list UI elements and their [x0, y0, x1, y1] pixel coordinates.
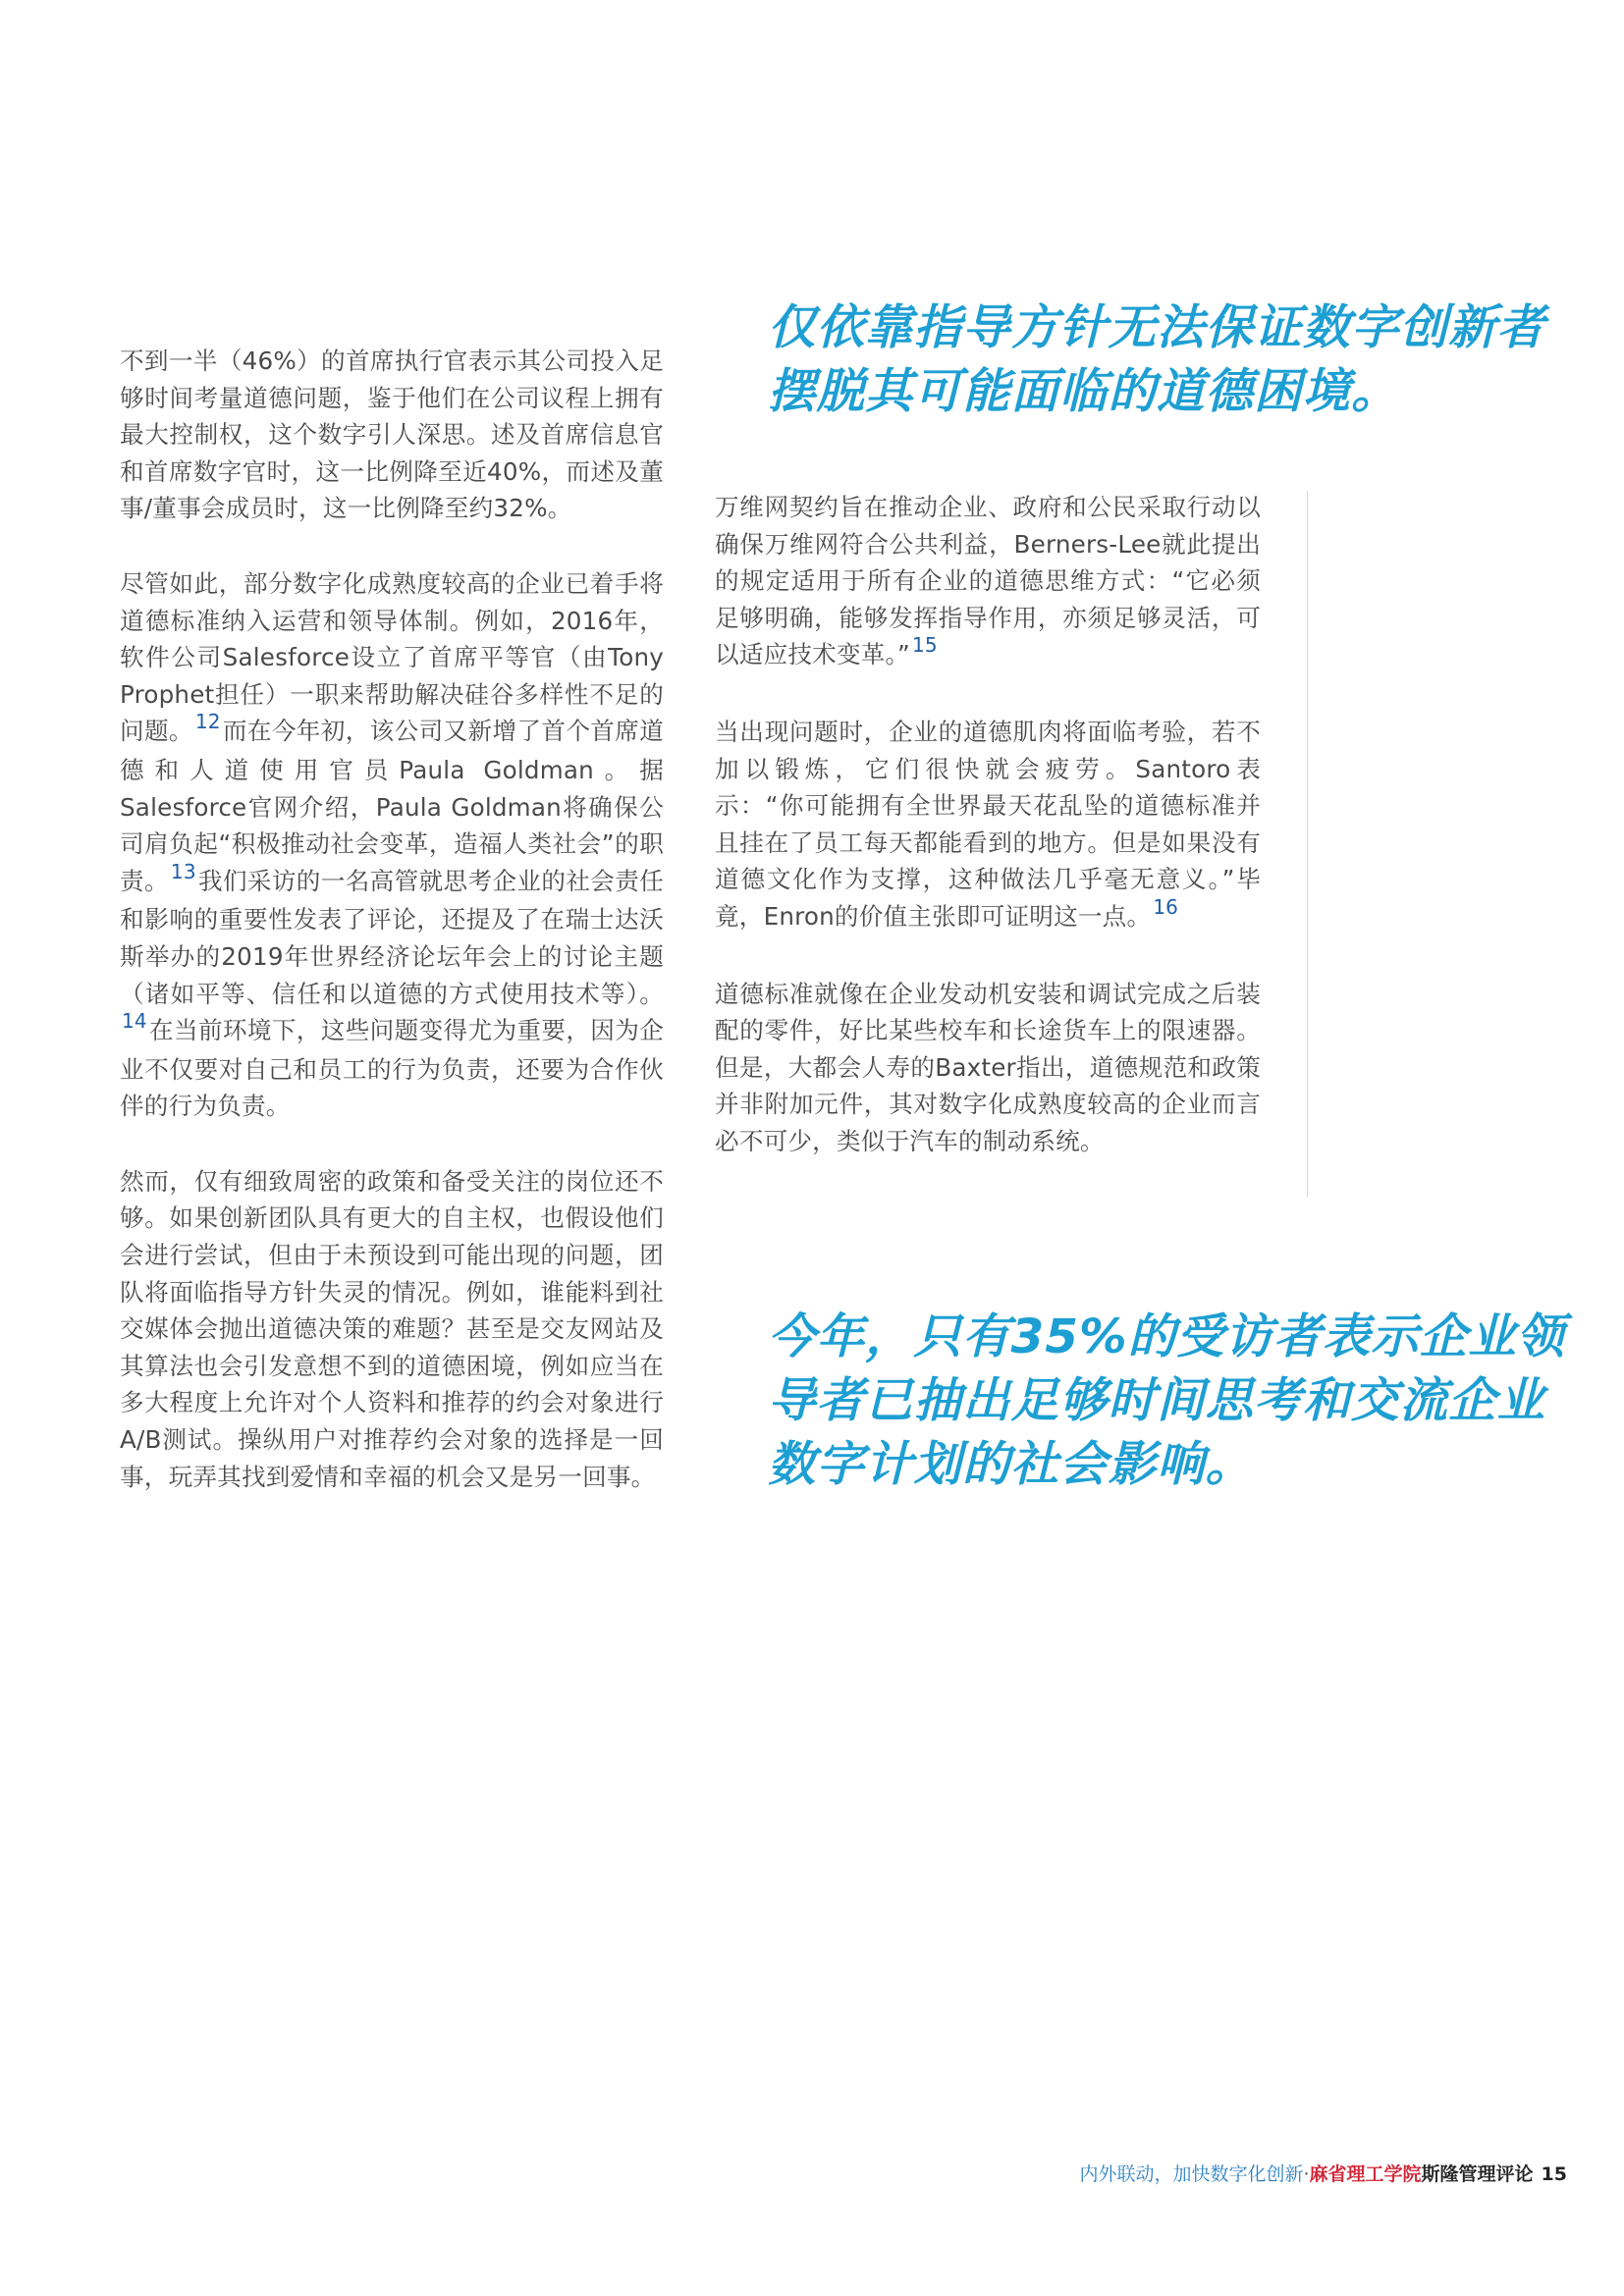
paragraph-autonomy: 然而，仅有细致周密的政策和备受关注的岗位还不够。如果创新团队具有更大的自主权，也假设他们会进行尝试，但由于未预设到可能出现的问题，团队将面临指导方针失灵的情况。例如，谁能料到社交媒体会抛出道德决策的难题？甚至是交友网站及其算法也会引发意想不到的道德困境，例如应当在多大程度上允许对个人资料和推荐的约会对象进行A/B测试。操纵用户对推荐约会对象的选择是一回事，玩弄其找到爱情和幸福的机会又是另一回事。 [120, 1166, 664, 1491]
left-text-column [120, 343, 664, 1533]
right-text-column [715, 489, 1261, 1199]
pull-quote-guidelines: 仅依靠指导方针无法保证数字创新者摆脱其可能面临的道德困境。 [768, 300, 1546, 419]
text-segment: 尽管如此，部分数字化成熟度较高的企业已着手将道德标准纳入运营和领导体制。例如，2016年，软件公司Salesforce设立了首席平等官（由Tony Prophet担任）一职来帮助解决硅谷多样性不足的问题。 [120, 568, 664, 746]
paragraph-speed-limiter: 道德标准就像在企业发动机安装和调试完成之后装配的零件，好比某些校车和长途货车上的限速器。但是，大都会人寿的Baxter指出，道德规范和政策并非附加元件，其对数字化成熟度较高的企业而言必不可少，类似于汽车的制动系统。 [715, 979, 1261, 1155]
text-segment: 当出现问题时，企业的道德肌肉将面临考验，若不加以锻炼，它们很快就会疲劳。Santoro表示：“你可能拥有全世界最天花乱坠的道德标准并且挂在了员工每天都能看到的地方。但是如果没有道德文化作为支撑，这种做法几乎毫无意义。”毕竟，Enron的价值主张即可证明这一点。 [715, 717, 1261, 931]
paragraph-web-contract [715, 489, 1261, 675]
footnote-ref-12: 12 [194, 710, 221, 734]
footnote-ref-16: 16 [1153, 894, 1179, 919]
footnote-ref-13: 13 [170, 859, 196, 883]
paragraph-ethics-muscle [715, 714, 1261, 937]
paragraph-salesforce [120, 565, 664, 1125]
page-number: 15 [1541, 2163, 1567, 2185]
page-footer [1079, 2160, 1567, 2186]
footer-mit-label: 麻省理工学院 [1309, 2163, 1422, 2185]
footnote-ref-15: 15 [912, 633, 938, 658]
text-segment: 万维网契约旨在推动企业、政府和公民采取行动以确保万维网符合公共利益，Berners-Lee就此提出的规定适用于所有企业的道德思维方式：“它必须足够明确，能够发挥指导作用，亦须足够灵活，可以适应技术变革。” [715, 493, 1261, 669]
text-segment: 在当前环境下，这些问题变得尤为重要，因为企业不仅要对自己和员工的行为负责，还要为合作伙伴的行为负责。 [120, 1016, 664, 1121]
text-segment: 而在今年初，该公司又新增了首个首席道德和人道使用官员Paula Goldman。据Salesforce官网介绍，Paula Goldman将确保公司肩负起“积极推动社会变革，造福人类社会”的职责。 [120, 717, 664, 895]
pull-quote-statistic: 今年，只有35%的受访者表示企业领导者已抽出足够时间思考和交流企业数字计划的社会影响。 [768, 1309, 1566, 1492]
footnote-ref-14: 14 [122, 1009, 147, 1034]
footer-review-label: 斯隆管理评论 [1421, 2163, 1534, 2185]
footer-separator: · [1303, 2163, 1310, 2185]
text-segment: 我们采访的一名高管就思考企业的社会责任和影响的重要性发表了评论，还提及了在瑞士达沃斯举办的2019年世界经济论坛年会上的讨论主题（诸如平等、信任和以道德的方式使用技术等）。 [120, 866, 664, 1008]
footer-series-title: 内外联动，加快数字化创新 [1079, 2163, 1304, 2185]
column-divider [1307, 491, 1308, 1198]
paragraph-ceo-time: 不到一半（46%）的首席执行官表示其公司投入足够时间考量道德问题，鉴于他们在公司议程上拥有最大控制权，这个数字引人深思。述及首席信息官和首席数字官时，这一比例降至近40%，而述及董事/董事会成员时，这一比例降至约32%。 [120, 347, 664, 523]
